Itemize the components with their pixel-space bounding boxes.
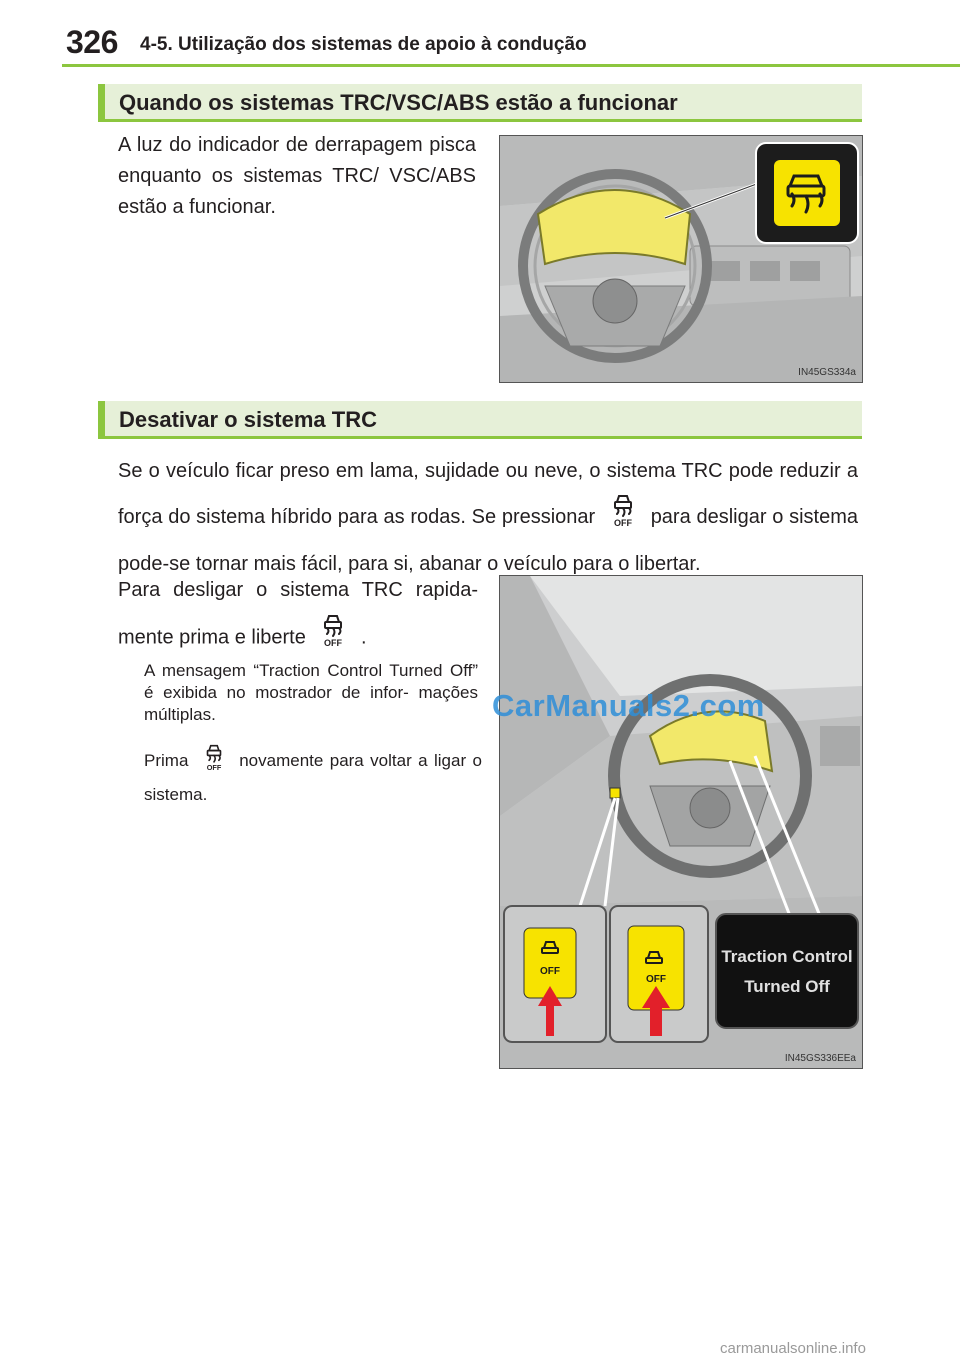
trc-off-switch-icon	[607, 492, 639, 543]
off-text: OFF	[646, 974, 666, 985]
dashboard-illustration	[500, 136, 862, 382]
section-heading-trc-vsc-abs	[98, 84, 862, 122]
off-text: OFF	[206, 763, 222, 772]
figure-code: IN45GS336EEa	[784, 1053, 856, 1064]
section-heading-text: Quando os sistemas TRC/VSC/ABS estão a funcionar	[119, 90, 678, 115]
dashboard-slip-indicator-figure	[499, 135, 863, 383]
figure-code: IN45GS334a	[798, 367, 856, 378]
section-heading-text: Desativar o sistema TRC	[119, 407, 377, 432]
watermark-text: CarManuals2.com	[492, 688, 765, 723]
reenable-note	[144, 742, 482, 809]
slip-indicator-paragraph: A luz do indicador de derrapagem pisca enquanto os sistemas TRC/ VSC/ABS estão a funcionar.	[118, 134, 476, 218]
display-line-1: Traction Control	[721, 947, 853, 966]
paragraph-text: para desligar o sistema pode-se tornar mais fácil, para si, abanar o veículo para o libertar.	[118, 505, 858, 575]
section-heading-disable-trc	[98, 401, 862, 439]
footer-watermark: carmanualsonline.info	[720, 1340, 866, 1357]
trc-off-switch-icon	[317, 612, 349, 664]
running-title: 4-5. Utilização dos sistemas de apoio à condução	[140, 34, 587, 55]
trc-off-switch-icon	[201, 742, 227, 781]
off-text: OFF	[540, 966, 560, 977]
cabin-illustration	[500, 576, 862, 1068]
page-number: 326	[66, 24, 118, 60]
off-text: OFF	[613, 518, 632, 528]
trc-off-switch-figure	[499, 575, 863, 1069]
display-line-2: Turned Off	[744, 977, 830, 996]
trc-disable-paragraph	[118, 450, 858, 585]
note-text: novamente para voltar a ligar o sistema.	[144, 750, 482, 804]
paragraph-text: .	[361, 626, 367, 649]
message-note: A mensagem “Traction Control Turned Off” é exibida no mostrador de infor- mações múltiplas.	[144, 661, 478, 724]
paragraph-text: Se o veículo ficar preso em lama, sujidade ou neve, o sistema TRC pode reduzir a força do sistema híbrido para as rodas. Se pressionar	[118, 460, 858, 528]
trc-quick-off-paragraph	[118, 568, 478, 664]
off-text: OFF	[324, 638, 343, 648]
note-text: Prima	[144, 750, 189, 770]
header-rule	[62, 64, 960, 67]
paragraph-text: Para desligar o sistema TRC rapida- mente prima e liberte	[118, 579, 478, 649]
